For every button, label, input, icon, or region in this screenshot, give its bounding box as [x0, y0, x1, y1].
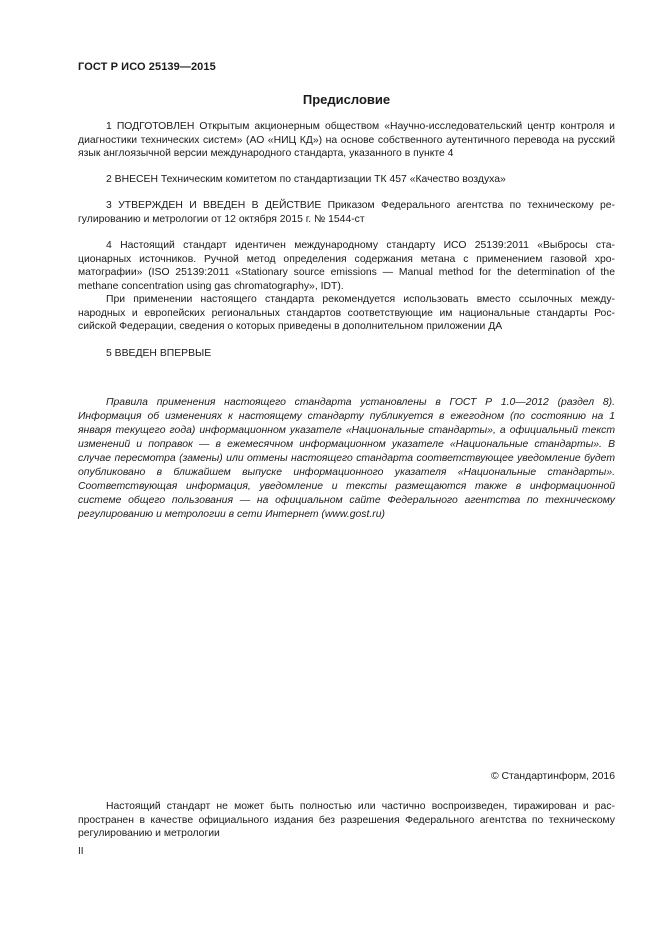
foreword-item-5: 5 ВВЕДЕН ВПЕРВЫЕ — [106, 348, 212, 359]
foreword-item-2: 2 ВНЕСЕН Техническим комитетом по стандартизации ТК 457 «Качество воздуха» — [106, 174, 506, 185]
foreword-item-4-note: При применении настоящего стандарта рекомендуется использовать вместо ссылочных международных и европейских региональных стандартов соответствующие им национальные стандарты Российской Федерации, сведения о которых приведены в дополнительном приложении ДА — [78, 294, 615, 333]
copyright-line: © Стандартинформ, 2016 — [490, 771, 615, 782]
foreword-title: Предисловие — [302, 92, 391, 107]
application-rules-notice: Правила применения настоящего стандарта установлены в ГОСТ Р 1.0—2012 (раздел 8). Информация об изменениях к настоящему стандарту публикуется в ежегодном (по состоянию на 1 января текущего года) информационном указателе «Национальные стандарты», а официальный текст изменений и поправок — в ежемесячном информационном указателе «Национальные стандарты». В случае пересмотра (замены) или отмены настоящего стандарта соответствующее уведомление будет опубликовано в ближайшем выпуске информационного указателя «Национальные стандарты». Соответствующая информация, уведомление и тексты размещаются также в информационной системе общего пользования — на официальном сайте Федерального агентства по техническому регулированию и метрологии в сети Интернет (www.gost.ru) — [78, 397, 615, 520]
foreword-item-3: 3 УТВЕРЖДЕН И ВВЕДЕН В ДЕЙСТВИЕ Приказом Федерального агентства по техническому регулированию и метрологии от 12 октября 2015 г. № 1544-ст — [78, 200, 615, 225]
foreword-item-4: 4 Настоящий стандарт идентичен международному стандарту ИСО 25139:2011 «Выбросы стационарных источников. Ручной метод определения содержания метана с применением газовой хроматографии» (ISO 25139:2011 «Stationary source emissions — Manual method for the determination of the methane concentration using gas chromatography», IDT). — [78, 240, 615, 293]
page-number: II — [78, 846, 84, 857]
foreword-item-1: 1 ПОДГОТОВЛЕН Открытым акционерным обществом «Научно-исследовательский центр контроля и диагностики технических систем» (АО «НИЦ КД») на основе собственного аутентичного перевода на русский язык англоязычной версии международного стандарта, указанного в пункте 4 — [78, 121, 615, 160]
standard-code-header: ГОСТ Р ИСО 25139—2015 — [78, 61, 216, 73]
reproduction-notice: Настоящий стандарт не может быть полностью или частично воспроизведен, тиражирован и распространен в качестве официального издания без разрешения Федерального агентства по техническому регулированию и метрологии — [78, 801, 615, 840]
